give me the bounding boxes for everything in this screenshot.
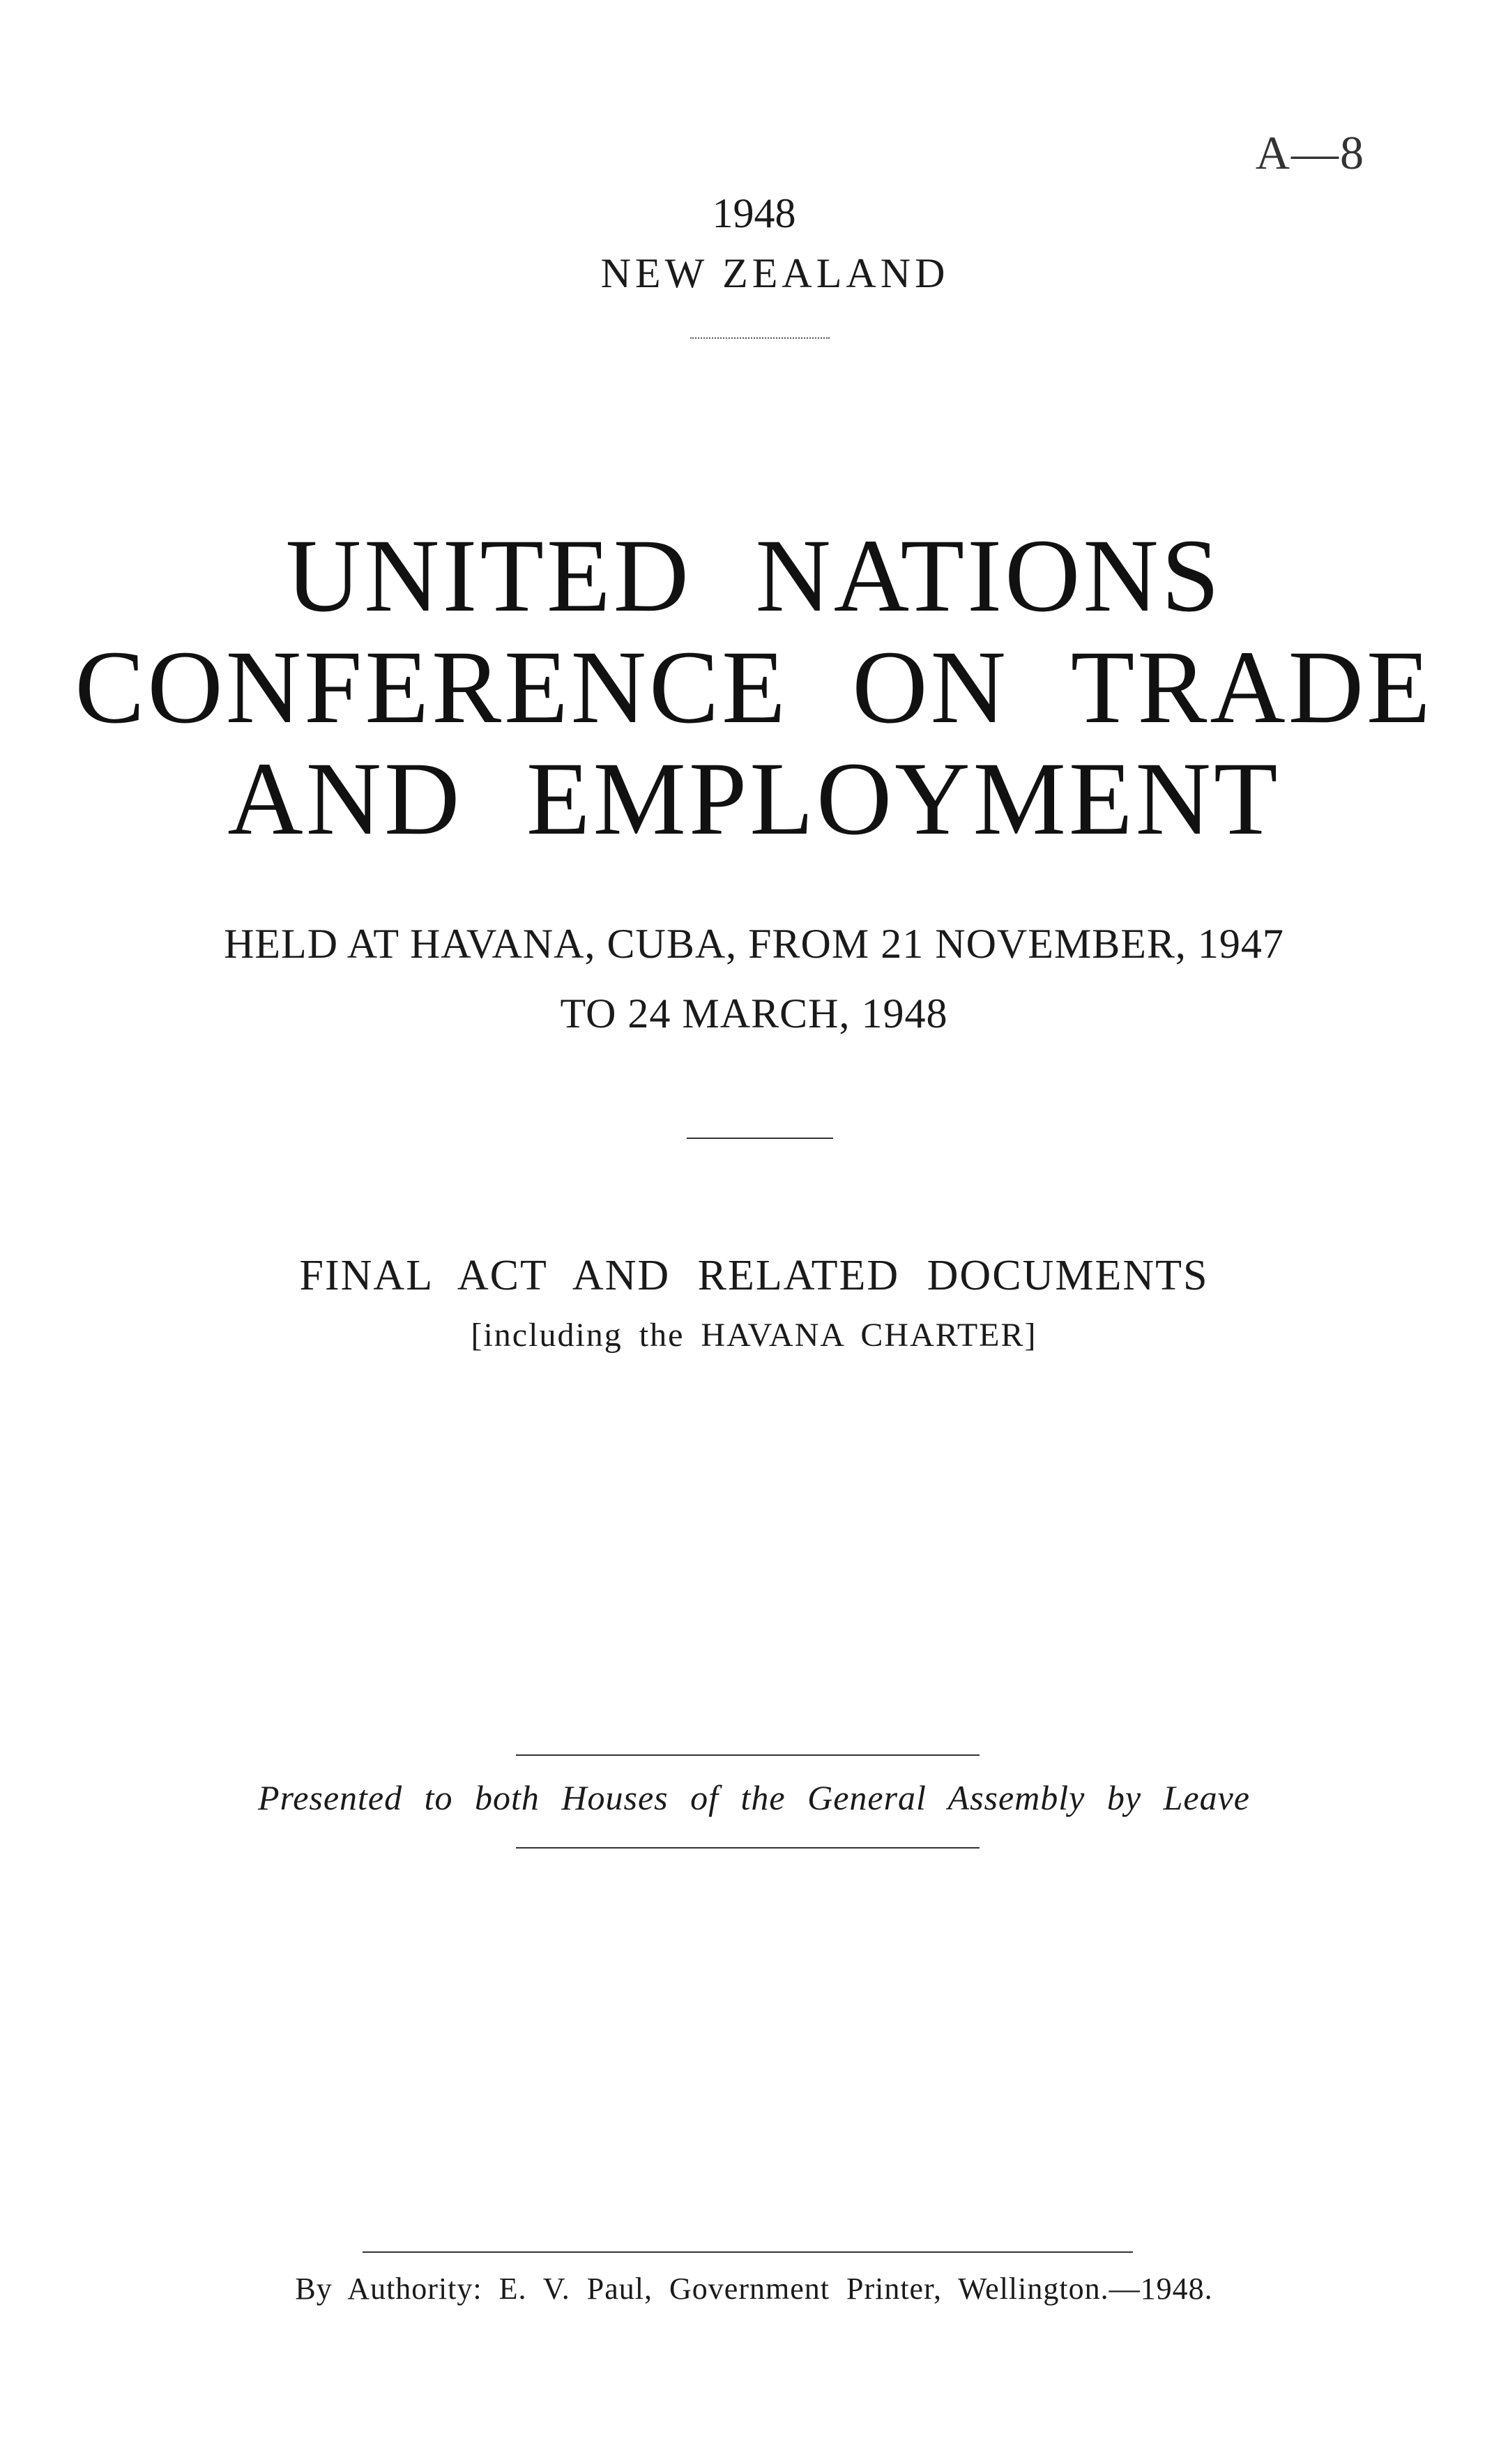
header-divider: [690, 337, 830, 339]
printer-authority-line: By Authority: E. V. Paul, Government Printer, Wellington.—1948.: [295, 2272, 1213, 2306]
documents-subtitle: [including the HAVANA CHARTER]: [471, 1317, 1037, 1354]
footer-rule: [363, 2251, 1133, 2253]
title-line-1: UNITED NATIONS: [285, 518, 1223, 634]
presented-bottom-rule: [516, 1847, 980, 1849]
held-location-date-line-2: TO 24 MARCH, 1948: [560, 990, 948, 1036]
section-divider: [687, 1138, 833, 1139]
title-line-2: CONFERENCE ON TRADE: [75, 629, 1433, 745]
presented-note: Presented to both Houses of the General Assembly by Leave: [258, 1778, 1250, 1817]
documents-title: FINAL ACT AND RELATED DOCUMENTS: [299, 1252, 1209, 1299]
presented-top-rule: [516, 1754, 980, 1756]
title-line-3: AND EMPLOYMENT: [227, 741, 1281, 857]
document-reference-code: A—8: [1255, 126, 1365, 179]
publication-year: 1948: [712, 190, 796, 236]
held-location-date-line-1: HELD AT HAVANA, CUBA, FROM 21 NOVEMBER, 1947: [224, 921, 1284, 967]
country-name: NEW ZEALAND: [600, 250, 950, 296]
